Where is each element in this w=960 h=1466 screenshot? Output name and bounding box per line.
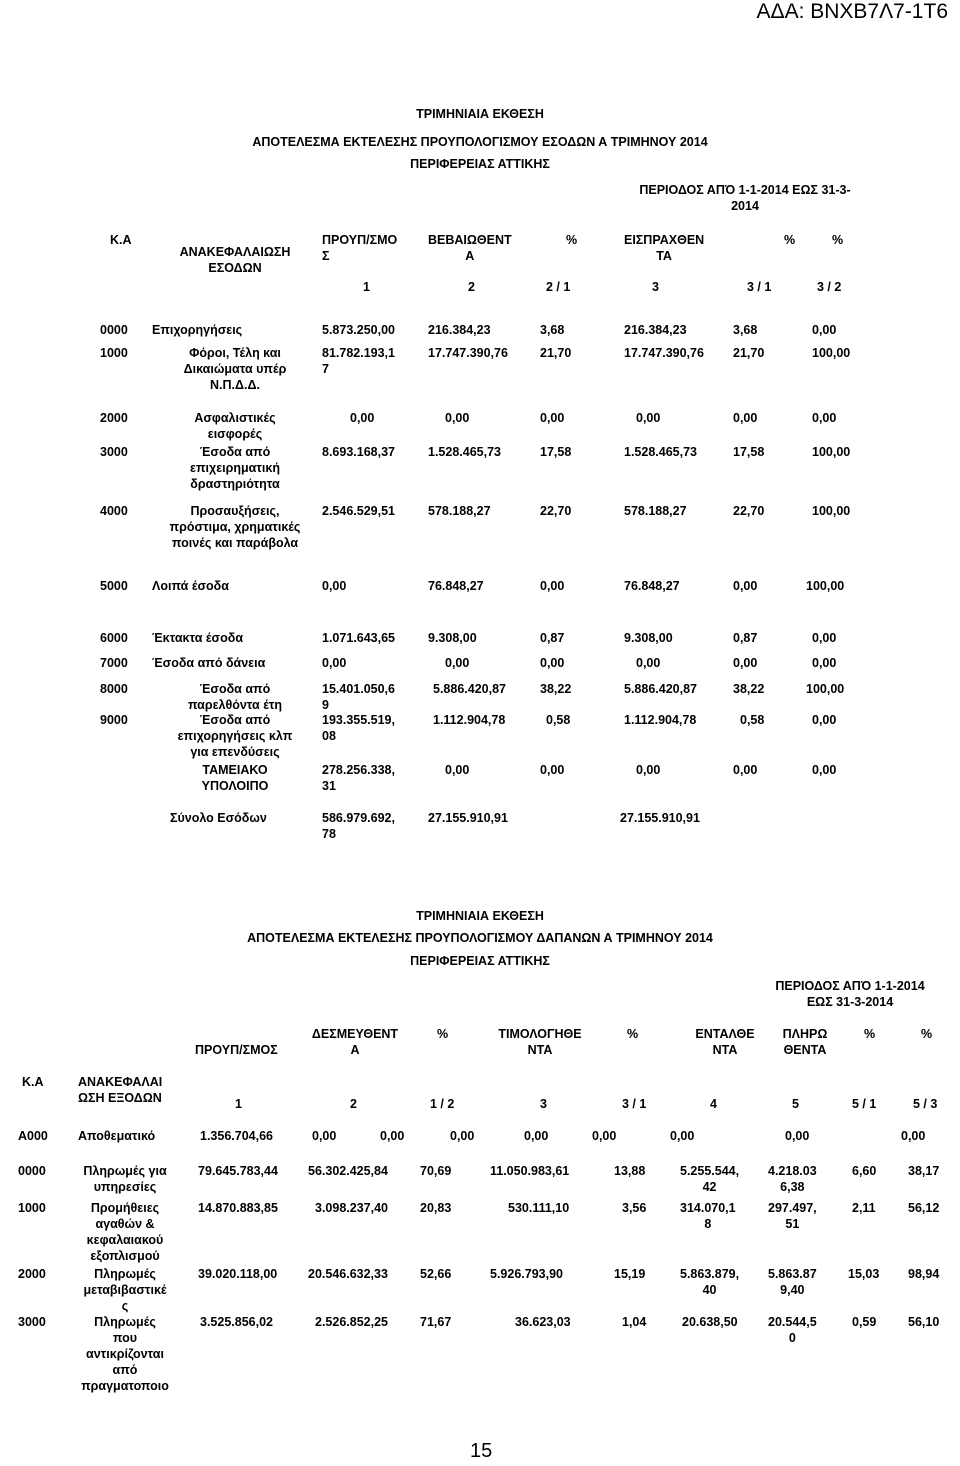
row-budget: 8.693.168,37	[322, 445, 395, 459]
row-pct1: 38,22	[540, 682, 572, 696]
row-description-line: Προσαυξήσεις,	[190, 504, 280, 518]
row-code: 1000	[18, 1201, 46, 1215]
row-ordered-line: 314.070,1	[680, 1201, 736, 1215]
row-paid-line: 0	[788, 1331, 796, 1345]
row-pct3: 0,59	[852, 1315, 877, 1329]
row-invoiced: 36.623,03	[515, 1315, 571, 1329]
row-description	[160, 762, 310, 794]
row-ordered-line: 40	[702, 1283, 717, 1297]
row-collected: 1.112.904,78	[624, 713, 697, 727]
row-budget: 0,00	[322, 579, 347, 593]
row-certified: 9.308,00	[428, 631, 477, 645]
row-ordered	[680, 1163, 739, 1195]
row-pct2: 3,56	[622, 1201, 647, 1215]
row-description-line: που	[112, 1331, 138, 1345]
row-pct3: 0,00	[785, 1129, 810, 1143]
col-header-certified-line1: ΒΕΒΑΙΩΘΕΝΤ	[428, 233, 512, 247]
row-pct3: 100,00	[812, 504, 851, 518]
row-pct3: 0,00	[812, 763, 837, 777]
col-header-invoiced-line1: ΤΙΜΟΛΟΓΗΘΕ	[498, 1027, 582, 1041]
row-paid: 0,00	[670, 1129, 695, 1143]
row-certified: 5.886.420,87	[433, 682, 506, 696]
row-budget-line: 278.256.338,	[322, 763, 395, 777]
col-header-certified-line2: Α	[465, 249, 475, 263]
row-description	[70, 1200, 180, 1264]
col-num-2: 2	[468, 280, 475, 294]
row-collected: 216.384,23	[624, 323, 687, 337]
row-budget-line: 193.355.519,	[322, 713, 395, 727]
row-pct2: 0,87	[733, 631, 758, 645]
col-header-ka: Κ.Α	[22, 1075, 44, 1089]
row-description	[70, 1266, 180, 1314]
row-description: Έσοδα από δάνεια	[152, 656, 266, 670]
row-budget: 5.873.250,00	[322, 323, 395, 337]
col-num-5: 3 / 1	[622, 1097, 647, 1111]
row-committed: 20.546.632,33	[308, 1267, 388, 1281]
row-pct3: 2,11	[852, 1201, 876, 1215]
row-description-line: Δικαιώματα υπέρ	[183, 362, 287, 376]
row-budget: 3.525.856,02	[200, 1315, 273, 1329]
row-pct1: 0,00	[540, 763, 565, 777]
row-pct3: 100,00	[806, 682, 845, 696]
row-pct2: 1,04	[622, 1315, 647, 1329]
row-budget: 79.645.783,44	[198, 1164, 278, 1178]
col-header-pct4: %	[921, 1027, 933, 1041]
row-description-line: Έσοδα από	[199, 682, 271, 696]
row-pct1: 20,83	[420, 1201, 452, 1215]
row-budget: 1.071.643,65	[322, 631, 395, 645]
row-code: Α000	[18, 1129, 48, 1143]
row-description-line: Φόροι, Τέλη και	[189, 346, 281, 360]
row-description-line: επιχορηγήσεις κλπ	[177, 729, 293, 743]
row-collected: 0,00	[636, 411, 661, 425]
row-budget-line: 78	[322, 827, 336, 841]
row-code: 2000	[18, 1267, 46, 1281]
row-pct3: 0,00	[812, 656, 837, 670]
row-pct4: 56,12	[908, 1201, 940, 1215]
row-paid-line: 6,38	[780, 1180, 805, 1194]
row-pct3: 100,00	[806, 579, 845, 593]
row-paid	[768, 1200, 817, 1232]
row-code: 3000	[18, 1315, 46, 1329]
row-budget: 0,00	[322, 656, 347, 670]
col-num-8: 5 / 1	[852, 1097, 877, 1111]
row-collected: 17.747.390,76	[624, 346, 704, 360]
row-ordered-line: 5.863.879,	[680, 1267, 740, 1281]
row-description-line: μεταβιβαστικέ	[83, 1283, 167, 1297]
col-header-paid	[765, 1026, 845, 1058]
col-header-collected	[624, 232, 704, 264]
row-paid	[768, 1314, 817, 1346]
row-pct1: 22,70	[540, 504, 572, 518]
revenue-subtitle: ΑΠΟΤΕΛΕΣΜΑ ΕΚΤΕΛΕΣΗΣ ΠΡΟΥΠΟΛΟΓΙΣΜΟΥ ΕΣΟΔΩΝ Α ΤΡΙΜΗΝΟΥ 2014	[252, 135, 708, 149]
expenditure-title: ΤΡΙΜΗΝΙΑΙΑ ΕΚΘΕΣΗ	[416, 909, 544, 923]
row-pct3: 0,00	[812, 411, 837, 425]
row-description-line: κεφαλαιακού	[86, 1233, 164, 1247]
row-description: Επιχορηγήσεις	[152, 323, 243, 337]
row-description	[140, 503, 330, 551]
row-code: 0000	[18, 1164, 46, 1178]
row-pct1: 3,68	[540, 323, 565, 337]
row-description	[160, 444, 310, 492]
row-pct2: 0,00	[733, 656, 758, 670]
col-header-pct1: %	[437, 1027, 449, 1041]
row-description: Αποθεματικό	[78, 1129, 156, 1143]
row-budget: 1.356.704,66	[200, 1129, 273, 1143]
revenue-region: ΠΕΡΙΦΕΡΕΙΑΣ ΑΤΤΙΚΗΣ	[410, 157, 550, 171]
row-code: 9000	[100, 713, 128, 727]
row-description	[70, 1163, 180, 1195]
row-description	[160, 681, 310, 713]
row-ordered	[680, 1266, 739, 1298]
col-header-description-line1: ΑΝΑΚΕΦΑΛΑΙ	[78, 1075, 163, 1089]
row-pct3: 0,00	[812, 713, 837, 727]
row-certified: 76.848,27	[428, 579, 484, 593]
col-header-description	[160, 244, 310, 276]
col-header-budget-line2: Σ	[322, 249, 330, 263]
row-pct1: 0,00	[380, 1129, 405, 1143]
row-ordered: 0,00	[592, 1129, 617, 1143]
row-ordered-line: 5.255.544,	[680, 1164, 740, 1178]
col-header-certified	[428, 232, 512, 264]
row-pct1: 0,00	[540, 411, 565, 425]
row-budget-line: 08	[322, 729, 336, 743]
row-pct3: 0,00	[812, 323, 837, 337]
row-budget: 0,00	[350, 411, 375, 425]
row-description-line: πραγματοποιο	[81, 1379, 169, 1393]
row-pct1: 71,67	[420, 1315, 452, 1329]
row-code: 6000	[100, 631, 128, 645]
expenditure-period-line2: ΕΩΣ 31-3-2014	[806, 995, 894, 1009]
row-invoiced: 5.926.793,90	[490, 1267, 563, 1281]
row-code: 2000	[100, 411, 128, 425]
row-description-line: παρελθόντα έτη	[187, 698, 283, 712]
row-description-line: πρόστιμα, χρηματικές	[169, 520, 301, 534]
row-description: Σύνολο Εσόδων	[170, 811, 267, 825]
row-pct2: 0,00	[524, 1129, 549, 1143]
row-description-line: από	[112, 1363, 138, 1377]
col-header-pct2: %	[627, 1027, 639, 1041]
row-pct2: 17,58	[733, 445, 765, 459]
col-header-description-line1: ΑΝΑΚΕΦΑΛΑΙΩΣΗ	[179, 245, 291, 259]
row-description-line: εξοπλισμού	[90, 1249, 160, 1263]
col-header-committed-line2: Α	[350, 1043, 360, 1057]
row-certified: 17.747.390,76	[428, 346, 508, 360]
row-collected: 27.155.910,91	[620, 811, 700, 825]
row-budget-line: 7	[322, 362, 329, 376]
row-pct2: 15,19	[614, 1267, 646, 1281]
page-number: 15	[470, 1440, 493, 1462]
row-budget	[322, 345, 395, 377]
expenditure-region: ΠΕΡΙΦΕΡΕΙΑΣ ΑΤΤΙΚΗΣ	[410, 954, 550, 968]
row-description-line: Πληρωμές	[94, 1267, 156, 1281]
col-header-paid-line1: ΠΛΗΡΩ	[782, 1027, 828, 1041]
row-committed: 56.302.425,84	[308, 1164, 388, 1178]
row-pct1: 0,58	[546, 713, 571, 727]
row-description-line: αγαθών &	[95, 1217, 155, 1231]
col-header-description	[78, 1074, 162, 1106]
expenditure-period-line1: ΠΕΡΙΟΔΟΣ ΑΠΌ 1-1-2014	[775, 979, 925, 993]
col-header-ordered	[680, 1026, 770, 1058]
row-description	[160, 712, 310, 760]
col-num-1: 1	[235, 1097, 242, 1111]
col-header-paid-line2: ΘΕΝΤΑ	[783, 1043, 827, 1057]
row-pct3: 100,00	[812, 346, 851, 360]
col-num-4: 3	[652, 280, 659, 294]
row-paid-line: 4.218.03	[768, 1164, 817, 1178]
expenditure-period	[760, 978, 940, 1010]
col-header-ordered-line2: ΝΤΑ	[712, 1043, 738, 1057]
row-ordered-line: 8	[704, 1217, 712, 1231]
row-pct1: 21,70	[540, 346, 572, 360]
row-description-line: Έσοδα από	[199, 713, 271, 727]
row-pct4: 0,00	[901, 1129, 926, 1143]
row-invoiced: 0,00	[450, 1129, 475, 1143]
row-collected: 76.848,27	[624, 579, 680, 593]
row-certified: 216.384,23	[428, 323, 491, 337]
col-header-committed-line1: ΔΕΣΜΕΥΘΕΝΤ	[311, 1027, 399, 1041]
row-code: 3000	[100, 445, 128, 459]
row-description: Λοιπά έσοδα	[152, 579, 229, 593]
row-budget	[322, 681, 395, 713]
row-certified: 0,00	[445, 656, 470, 670]
row-pct1: 17,58	[540, 445, 572, 459]
col-num-6: 3 / 2	[817, 280, 842, 294]
row-committed: 3.098.237,40	[315, 1201, 388, 1215]
row-pct4: 98,94	[908, 1267, 940, 1281]
row-description-line: ς	[121, 1299, 129, 1313]
row-pct2: 0,00	[733, 411, 758, 425]
col-header-committed	[300, 1026, 410, 1058]
col-num-2: 2	[350, 1097, 357, 1111]
row-committed: 0,00	[312, 1129, 337, 1143]
row-certified: 578.188,27	[428, 504, 491, 518]
col-num-3: 1 / 2	[430, 1097, 455, 1111]
row-description-line: για επενδύσεις	[190, 745, 280, 759]
row-budget: 39.020.118,00	[198, 1267, 278, 1281]
row-pct2: 3,68	[733, 323, 758, 337]
col-header-ka: Κ.Α	[110, 233, 132, 247]
row-ordered-line: 42	[702, 1180, 717, 1194]
col-header-collected-line2: ΤΑ	[656, 249, 672, 263]
row-pct3: 0,00	[812, 631, 837, 645]
row-code: 1000	[100, 346, 128, 360]
col-num-6: 4	[710, 1097, 717, 1111]
row-invoiced: 11.050.983,61	[490, 1164, 570, 1178]
col-header-invoiced-line2: ΝΤΑ	[527, 1043, 553, 1057]
row-budget-line: 9	[322, 698, 329, 712]
row-description	[70, 1314, 180, 1394]
row-certified: 1.112.904,78	[433, 713, 506, 727]
row-pct2: 0,00	[733, 579, 758, 593]
row-description-line: ποινές και παράβολα	[171, 536, 299, 550]
row-pct1: 0,87	[540, 631, 565, 645]
row-committed: 2.526.852,25	[315, 1315, 388, 1329]
col-num-1: 1	[363, 280, 370, 294]
row-certified: 0,00	[445, 763, 470, 777]
col-num-3: 2 / 1	[546, 280, 571, 294]
revenue-period-line2: 2014	[731, 199, 759, 213]
row-description-line: ΥΠΟΛΟΙΠΟ	[201, 779, 269, 793]
row-certified: 1.528.465,73	[428, 445, 501, 459]
row-pct3: 100,00	[812, 445, 851, 459]
row-budget-line: 15.401.050,6	[322, 682, 395, 696]
ada-stamp: ΑΔΑ: ΒΝΧΒ7Λ7-1Τ6	[756, 0, 948, 23]
row-pct4: 38,17	[908, 1164, 940, 1178]
col-header-pct3: %	[864, 1027, 876, 1041]
row-collected: 0,00	[636, 763, 661, 777]
col-header-collected-line1: ΕΙΣΠΡΑΧΘΕΝ	[624, 233, 705, 247]
row-pct1: 0,00	[540, 579, 565, 593]
col-num-7: 5	[792, 1097, 799, 1111]
row-code: 7000	[100, 656, 128, 670]
row-collected: 9.308,00	[624, 631, 673, 645]
col-num-9: 5 / 3	[913, 1097, 938, 1111]
row-code: 0000	[100, 323, 128, 337]
row-paid	[768, 1266, 817, 1298]
row-paid-line: 9,40	[780, 1283, 805, 1297]
row-description: Έκτακτα έσοδα	[152, 631, 243, 645]
row-description-line: Πληρωμές	[94, 1315, 156, 1329]
row-pct2: 13,88	[614, 1164, 646, 1178]
revenue-title: ΤΡΙΜΗΝΙΑΙΑ ΕΚΘΕΣΗ	[416, 107, 544, 121]
row-pct1: 70,69	[420, 1164, 452, 1178]
revenue-period-line1: ΠΕΡΙΟΔΟΣ ΑΠΌ 1-1-2014 ΕΩΣ 31-3-	[639, 183, 851, 197]
col-header-pct1: %	[566, 233, 578, 247]
row-budget-line: 586.979.692,	[322, 811, 395, 825]
row-paid-line: 20.544,5	[768, 1315, 817, 1329]
row-pct1: 0,00	[540, 656, 565, 670]
row-pct2: 38,22	[733, 682, 765, 696]
row-budget	[322, 712, 395, 744]
col-num-5: 3 / 1	[747, 280, 772, 294]
row-pct1: 52,66	[420, 1267, 452, 1281]
row-description-line: επιχειρηματική	[190, 461, 280, 475]
row-invoiced: 530.111,10	[508, 1201, 570, 1215]
expenditure-subtitle: ΑΠΟΤΕΛΕΣΜΑ ΕΚΤΕΛΕΣΗΣ ΠΡΟΥΠΟΛΟΓΙΣΜΟΥ ΔΑΠΑΝΩΝ Α ΤΡΙΜΗΝΟΥ 2014	[247, 931, 713, 945]
row-description-line: Έσοδα από	[199, 445, 271, 459]
row-description-line: δραστηριότητα	[190, 477, 280, 491]
row-certified: 27.155.910,91	[428, 811, 508, 825]
row-description-line: Πληρωμές για	[83, 1164, 167, 1178]
row-budget	[322, 810, 395, 842]
row-pct3: 15,03	[848, 1267, 880, 1281]
row-ordered: 20.638,50	[682, 1315, 738, 1329]
row-budget-line: 31	[322, 779, 336, 793]
row-collected: 5.886.420,87	[624, 682, 697, 696]
col-header-pct2: %	[784, 233, 796, 247]
row-ordered	[680, 1200, 736, 1232]
row-pct4: 56,10	[908, 1315, 940, 1329]
row-code: 5000	[100, 579, 128, 593]
revenue-period	[600, 182, 890, 214]
row-description-line: Προμήθειες	[90, 1201, 160, 1215]
col-header-invoiced	[485, 1026, 595, 1058]
row-budget: 2.546.529,51	[322, 504, 395, 518]
col-header-description-line2: ΕΣΟΔΩΝ	[208, 261, 262, 275]
row-description-line: αντικρίζονται	[86, 1347, 164, 1361]
row-collected: 0,00	[636, 656, 661, 670]
row-paid-line: 297.497,	[768, 1201, 817, 1215]
row-budget	[322, 762, 395, 794]
col-header-ordered-line1: ΕΝΤΑΛΘΕ	[695, 1027, 755, 1041]
row-code: 4000	[100, 504, 128, 518]
row-pct2: 21,70	[733, 346, 765, 360]
row-description-line: εισφορές	[207, 427, 263, 441]
row-collected: 1.528.465,73	[624, 445, 697, 459]
row-pct2: 22,70	[733, 504, 765, 518]
row-pct2: 0,00	[733, 763, 758, 777]
row-collected: 578.188,27	[624, 504, 687, 518]
col-header-description-line2: ΩΣΗ ΕΞΟΔΩΝ	[78, 1091, 162, 1105]
col-num-4: 3	[540, 1097, 547, 1111]
col-header-budget	[322, 232, 397, 264]
col-header-pct3: %	[832, 233, 844, 247]
row-description-line: υπηρεσίες	[93, 1180, 157, 1194]
row-pct2: 0,58	[740, 713, 765, 727]
row-code: 8000	[100, 682, 128, 696]
row-budget: 14.870.883,85	[198, 1201, 278, 1215]
row-paid-line: 5.863.87	[768, 1267, 817, 1281]
row-pct3: 6,60	[852, 1164, 877, 1178]
row-description	[160, 410, 310, 442]
row-description-line: Ν.Π.Δ.Δ.	[210, 378, 260, 392]
row-certified: 0,00	[445, 411, 470, 425]
col-header-budget: ΠΡΟΥΠ/ΣΜΟΣ	[195, 1043, 278, 1057]
row-paid	[768, 1163, 817, 1195]
row-description-line: ΤΑΜΕΙΑΚΟ	[202, 763, 268, 777]
row-description-line: Ασφαλιστικές	[194, 411, 276, 425]
row-description	[160, 345, 310, 393]
row-paid-line: 51	[785, 1217, 800, 1231]
col-header-budget-line1: ΠΡΟΥΠ/ΣΜΟ	[322, 233, 398, 247]
row-budget-line: 81.782.193,1	[322, 346, 395, 360]
